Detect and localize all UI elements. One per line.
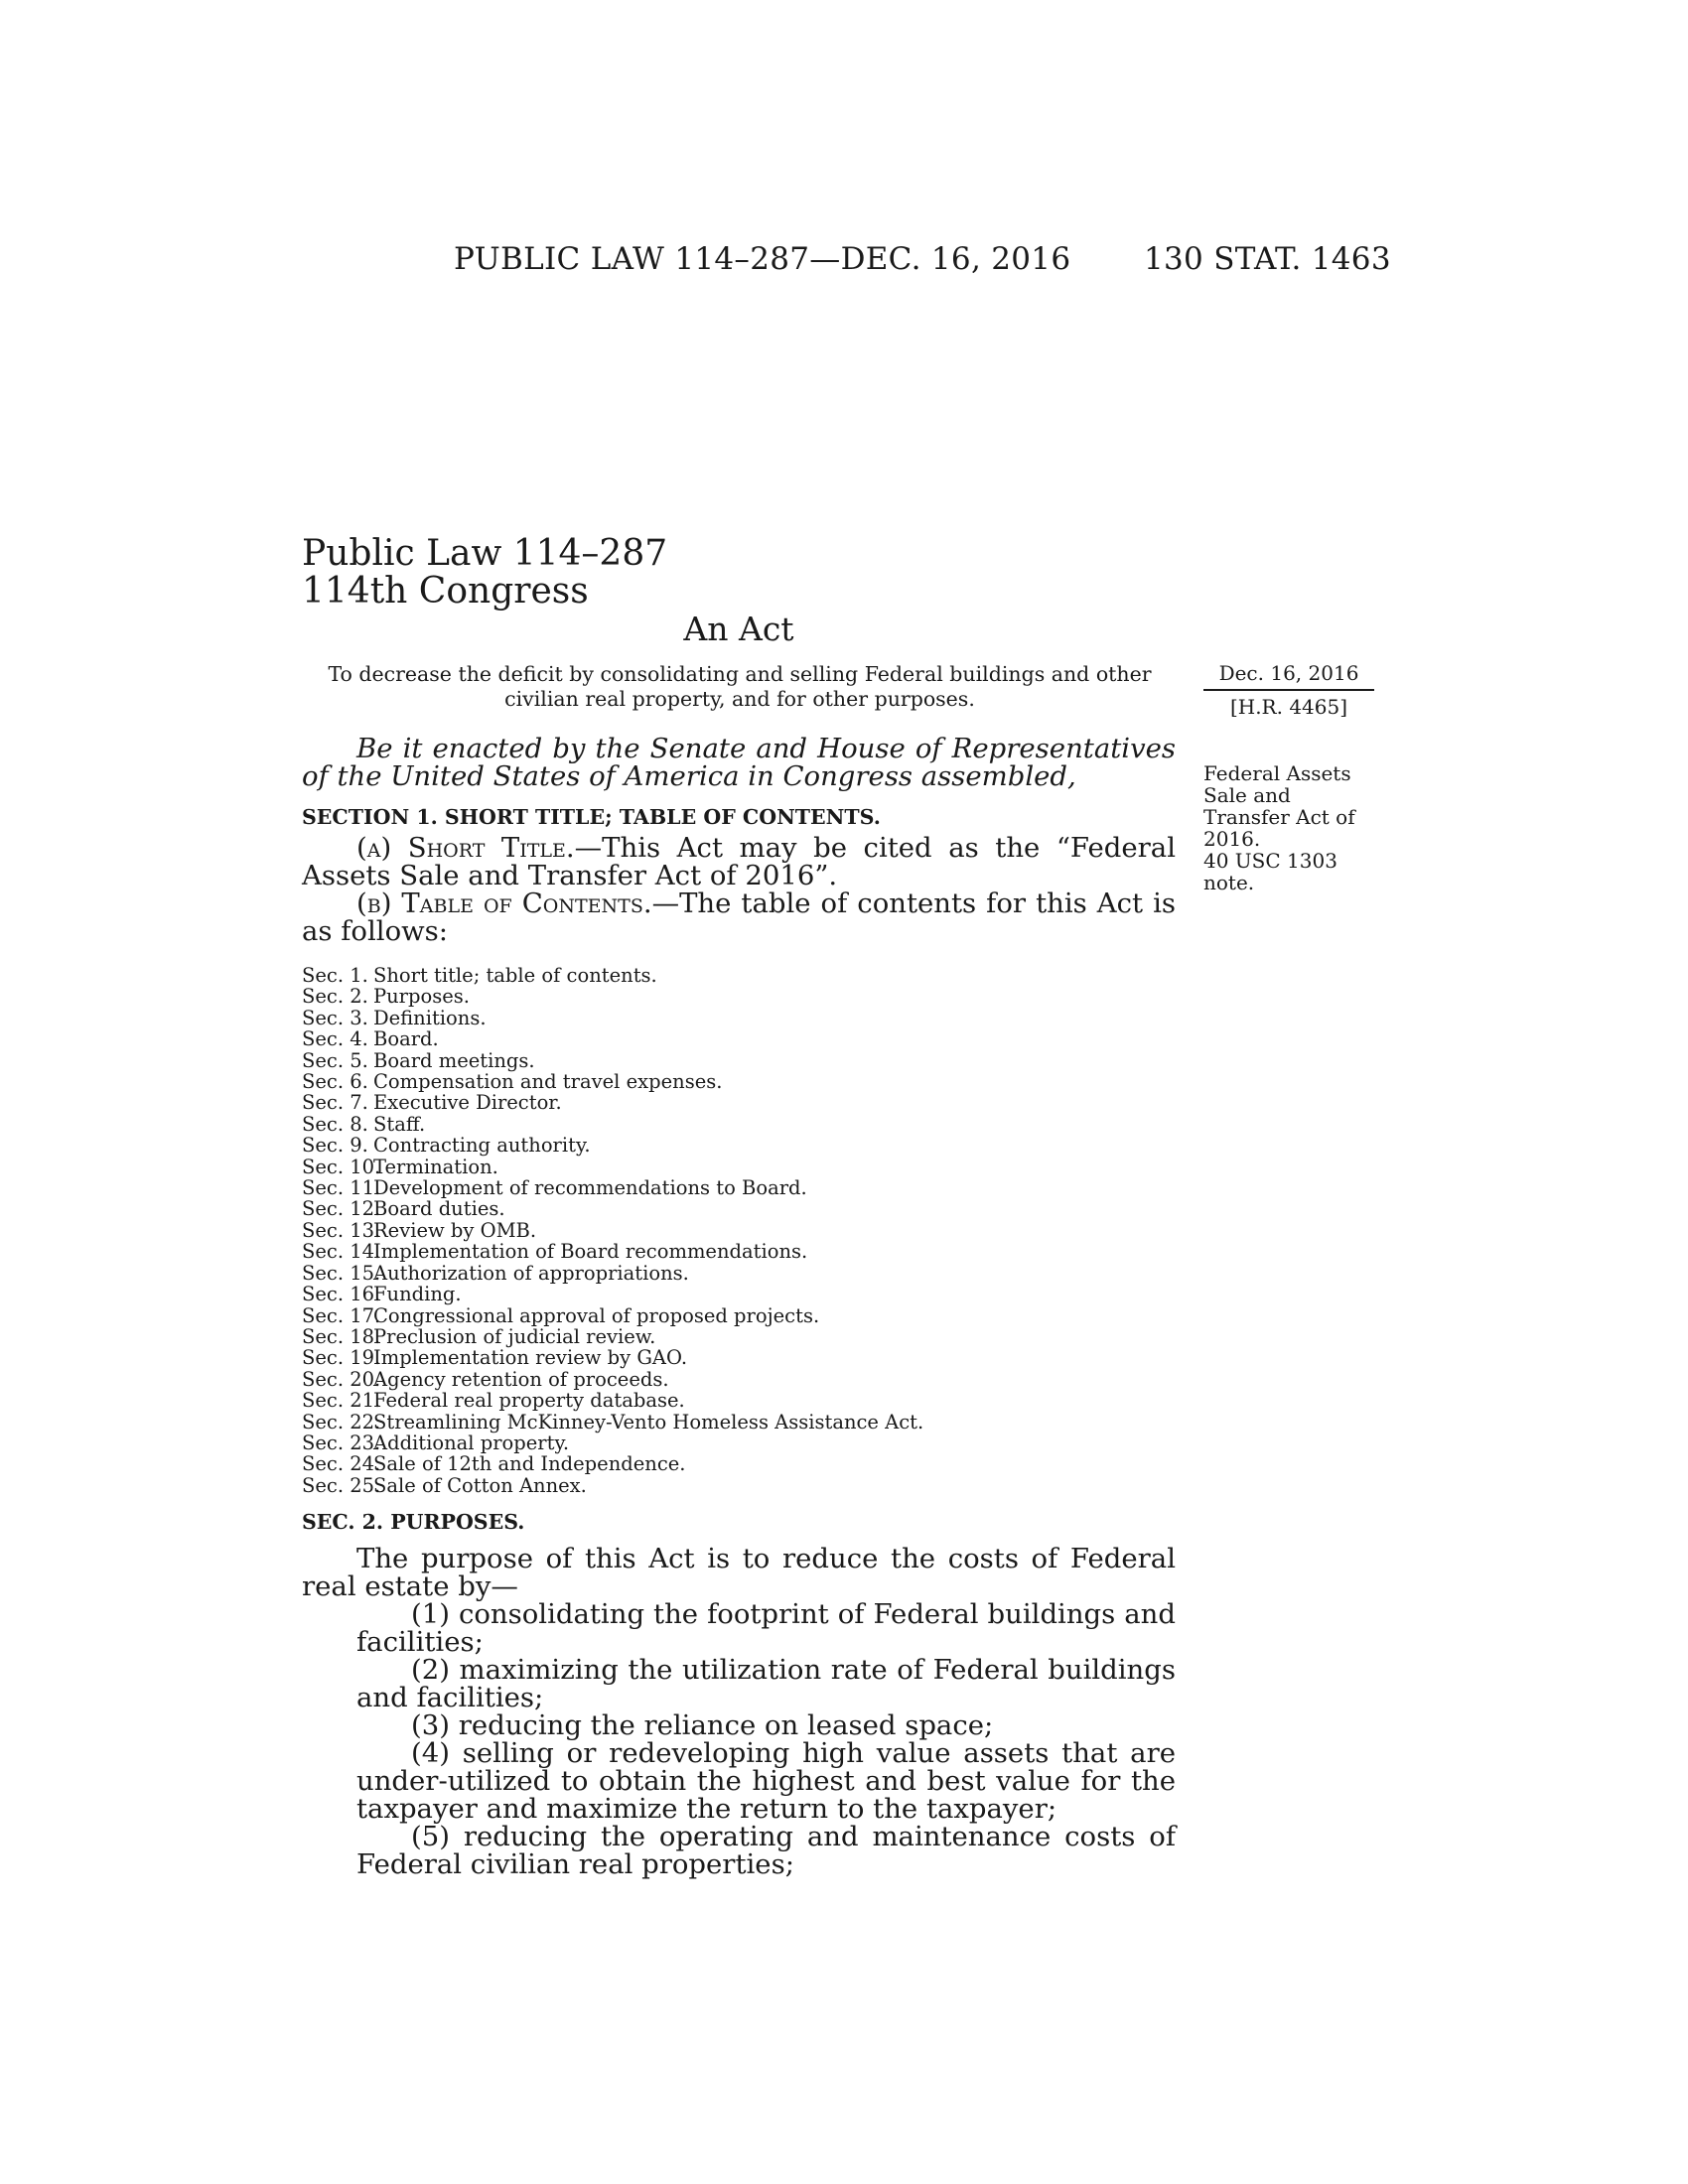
toc-entry-number: Sec. 14. xyxy=(302,1240,381,1264)
toc-entry-number: Sec. 18. xyxy=(302,1324,381,1348)
purpose-item: (4) selling or redeveloping high value assets that are under-utilized to obtain the highest and best value for the taxpayer and maximize the return to the taxpayer; xyxy=(356,1737,1176,1825)
toc-entry xyxy=(302,1198,923,1219)
margin-note-line: 40 USC 1303 xyxy=(1203,849,1337,873)
toc-entry-title: Authorization of appropriations. xyxy=(373,1261,689,1285)
toc-entry-title: Board. xyxy=(373,1027,439,1051)
purpose-item: (3) reducing the reliance on leased space; xyxy=(411,1709,994,1741)
toc-paragraph xyxy=(302,889,1176,945)
congress-number: 114th Congress xyxy=(302,571,589,612)
margin-note-line: Transfer Act of xyxy=(1203,805,1355,829)
toc-entry-number: Sec. 10. xyxy=(302,1155,381,1178)
toc-entry-title: Preclusion of judicial review. xyxy=(373,1324,656,1348)
section-2-heading: SEC. 2. PURPOSES. xyxy=(302,1510,525,1534)
act-title: An Act xyxy=(683,610,794,648)
toc-entry-title: Congressional approval of proposed projects. xyxy=(373,1303,820,1327)
long-title: To decrease the deficit by consolidating and selling Federal buildings and other civilian real property, and for other purposes. xyxy=(328,662,1152,711)
toc-entry-title: Board duties. xyxy=(373,1197,505,1221)
toc-entry-number: Sec. 17. xyxy=(302,1303,381,1327)
toc-entry-number: Sec. 6. xyxy=(302,1070,368,1094)
toc-entry xyxy=(302,1412,923,1433)
toc-entry-number: Sec. 16. xyxy=(302,1283,381,1306)
toc-entry-title: Implementation review by GAO. xyxy=(373,1346,688,1370)
law-number: Public Law 114–287 xyxy=(302,533,668,574)
toc-entry-title: Board meetings. xyxy=(373,1048,535,1072)
toc-entry-number: Sec. 8. xyxy=(302,1112,368,1136)
toc-label: (b) Table of Contents. xyxy=(356,887,652,919)
toc-entry-number: Sec. 20. xyxy=(302,1367,381,1391)
toc-entry xyxy=(302,1008,923,1028)
toc-entry-number: Sec. 19. xyxy=(302,1346,381,1370)
short-title-label: (a) Short Title. xyxy=(356,832,575,864)
toc-entry xyxy=(302,1390,923,1411)
toc-entry xyxy=(302,1071,923,1092)
toc-entry-number: Sec. 1. xyxy=(302,964,368,987)
short-title-paragraph xyxy=(302,834,1176,889)
toc-entry-number: Sec. 5. xyxy=(302,1048,368,1072)
purposes-intro: The purpose of this Act is to reduce the costs of Federal real estate by— xyxy=(302,1543,1176,1602)
margin-note-line: Federal Assets xyxy=(1203,761,1351,785)
toc-entry-title: Streamlining McKinney-Vento Homeless Assistance Act. xyxy=(373,1410,924,1433)
toc-entry-number: Sec. 21. xyxy=(302,1389,381,1413)
toc-entry-number: Sec. 13. xyxy=(302,1218,381,1242)
toc-entry-title: Short title; table of contents. xyxy=(373,964,657,987)
enacting-clause: Be it enacted by the Senate and House of Representatives of the United States of America in Congress assembled, xyxy=(302,733,1176,792)
margin-note-line: note. xyxy=(1203,871,1255,894)
toc-entry xyxy=(302,1475,923,1496)
toc-entry-number: Sec. 24. xyxy=(302,1452,381,1476)
toc-entry-title: Termination. xyxy=(373,1155,498,1178)
toc-entry xyxy=(302,1369,923,1390)
toc-entry xyxy=(302,1135,923,1156)
toc-entry-number: Sec. 7. xyxy=(302,1091,368,1115)
toc-entry xyxy=(302,965,923,986)
toc-entry-title: Funding. xyxy=(373,1283,462,1306)
margin-bill-number: [H.R. 4465] xyxy=(1229,695,1348,719)
toc-entry-title: Contracting authority. xyxy=(373,1134,591,1158)
short-title-text: —This Act may be cited as the “Federal Assets Sale and Transfer Act of 2016”. xyxy=(302,832,1176,891)
margin-short-title-note xyxy=(1203,762,1382,893)
toc-entry-number: Sec. 12. xyxy=(302,1197,381,1221)
toc-entry-number: Sec. 25. xyxy=(302,1473,381,1497)
purpose-item: (1) consolidating the footprint of Federal buildings and facilities; xyxy=(356,1598,1176,1658)
toc-entry xyxy=(302,1114,923,1135)
toc-entry xyxy=(302,1028,923,1049)
toc-entry xyxy=(302,1050,923,1071)
toc-entry-title: Staff. xyxy=(373,1112,426,1136)
margin-note-line: Sale and xyxy=(1203,783,1291,807)
toc-entry xyxy=(302,1453,923,1474)
toc-entry xyxy=(302,1241,923,1262)
toc-entry xyxy=(302,1157,923,1177)
toc-entry xyxy=(302,1433,923,1453)
toc-entry-title: Development of recommendations to Board. xyxy=(373,1176,807,1200)
toc-entry-title: Purposes. xyxy=(373,985,470,1009)
toc-entry-number: Sec. 23. xyxy=(302,1431,381,1454)
toc-entry-title: Sale of 12th and Independence. xyxy=(373,1452,686,1476)
toc-entry-number: Sec. 11. xyxy=(302,1176,381,1200)
statute-page-number: 130 STAT. 1463 xyxy=(1144,241,1391,277)
toc-entry xyxy=(302,1347,923,1368)
toc-entry-number: Sec. 15. xyxy=(302,1261,381,1285)
toc-entry-number: Sec. 9. xyxy=(302,1134,368,1158)
toc-entry-title: Definitions. xyxy=(373,1006,487,1029)
purpose-item: (5) reducing the operating and maintenance costs of Federal civilian real properties; xyxy=(356,1821,1176,1880)
toc-entry-number: Sec. 22. xyxy=(302,1410,381,1433)
margin-note-line: 2016. xyxy=(1203,827,1261,851)
toc-entry-title: Implementation of Board recommendations. xyxy=(373,1240,808,1264)
toc-entry-title: Sale of Cotton Annex. xyxy=(373,1473,587,1497)
toc-entry-number: Sec. 3. xyxy=(302,1006,368,1029)
toc-entry-number: Sec. 4. xyxy=(302,1027,368,1051)
running-header-title: PUBLIC LAW 114–287—DEC. 16, 2016 xyxy=(454,241,1071,277)
toc-entry-title: Additional property. xyxy=(373,1431,570,1454)
toc-entry-title: Agency retention of proceeds. xyxy=(373,1367,669,1391)
toc-entry xyxy=(302,1263,923,1284)
toc-text: —The table of contents for this Act is as follows: xyxy=(302,887,1176,947)
purpose-item: (2) maximizing the utilization rate of Federal buildings and facilities; xyxy=(356,1654,1176,1713)
toc-entry xyxy=(302,1326,923,1347)
toc-entry-title: Federal real property database. xyxy=(373,1389,685,1413)
toc-entry xyxy=(302,1177,923,1198)
table-of-contents xyxy=(302,965,923,1496)
toc-entry xyxy=(302,1284,923,1304)
toc-entry-title: Compensation and travel expenses. xyxy=(373,1070,723,1094)
toc-entry xyxy=(302,1220,923,1241)
toc-entry xyxy=(302,986,923,1007)
toc-entry-title: Executive Director. xyxy=(373,1091,562,1115)
margin-date: Dec. 16, 2016 xyxy=(1203,663,1374,691)
toc-entry xyxy=(302,1305,923,1326)
toc-entry-number: Sec. 2. xyxy=(302,985,368,1009)
toc-entry-title: Review by OMB. xyxy=(373,1218,537,1242)
toc-entry xyxy=(302,1092,923,1113)
section-1-heading: SECTION 1. SHORT TITLE; TABLE OF CONTENTS. xyxy=(302,805,881,829)
